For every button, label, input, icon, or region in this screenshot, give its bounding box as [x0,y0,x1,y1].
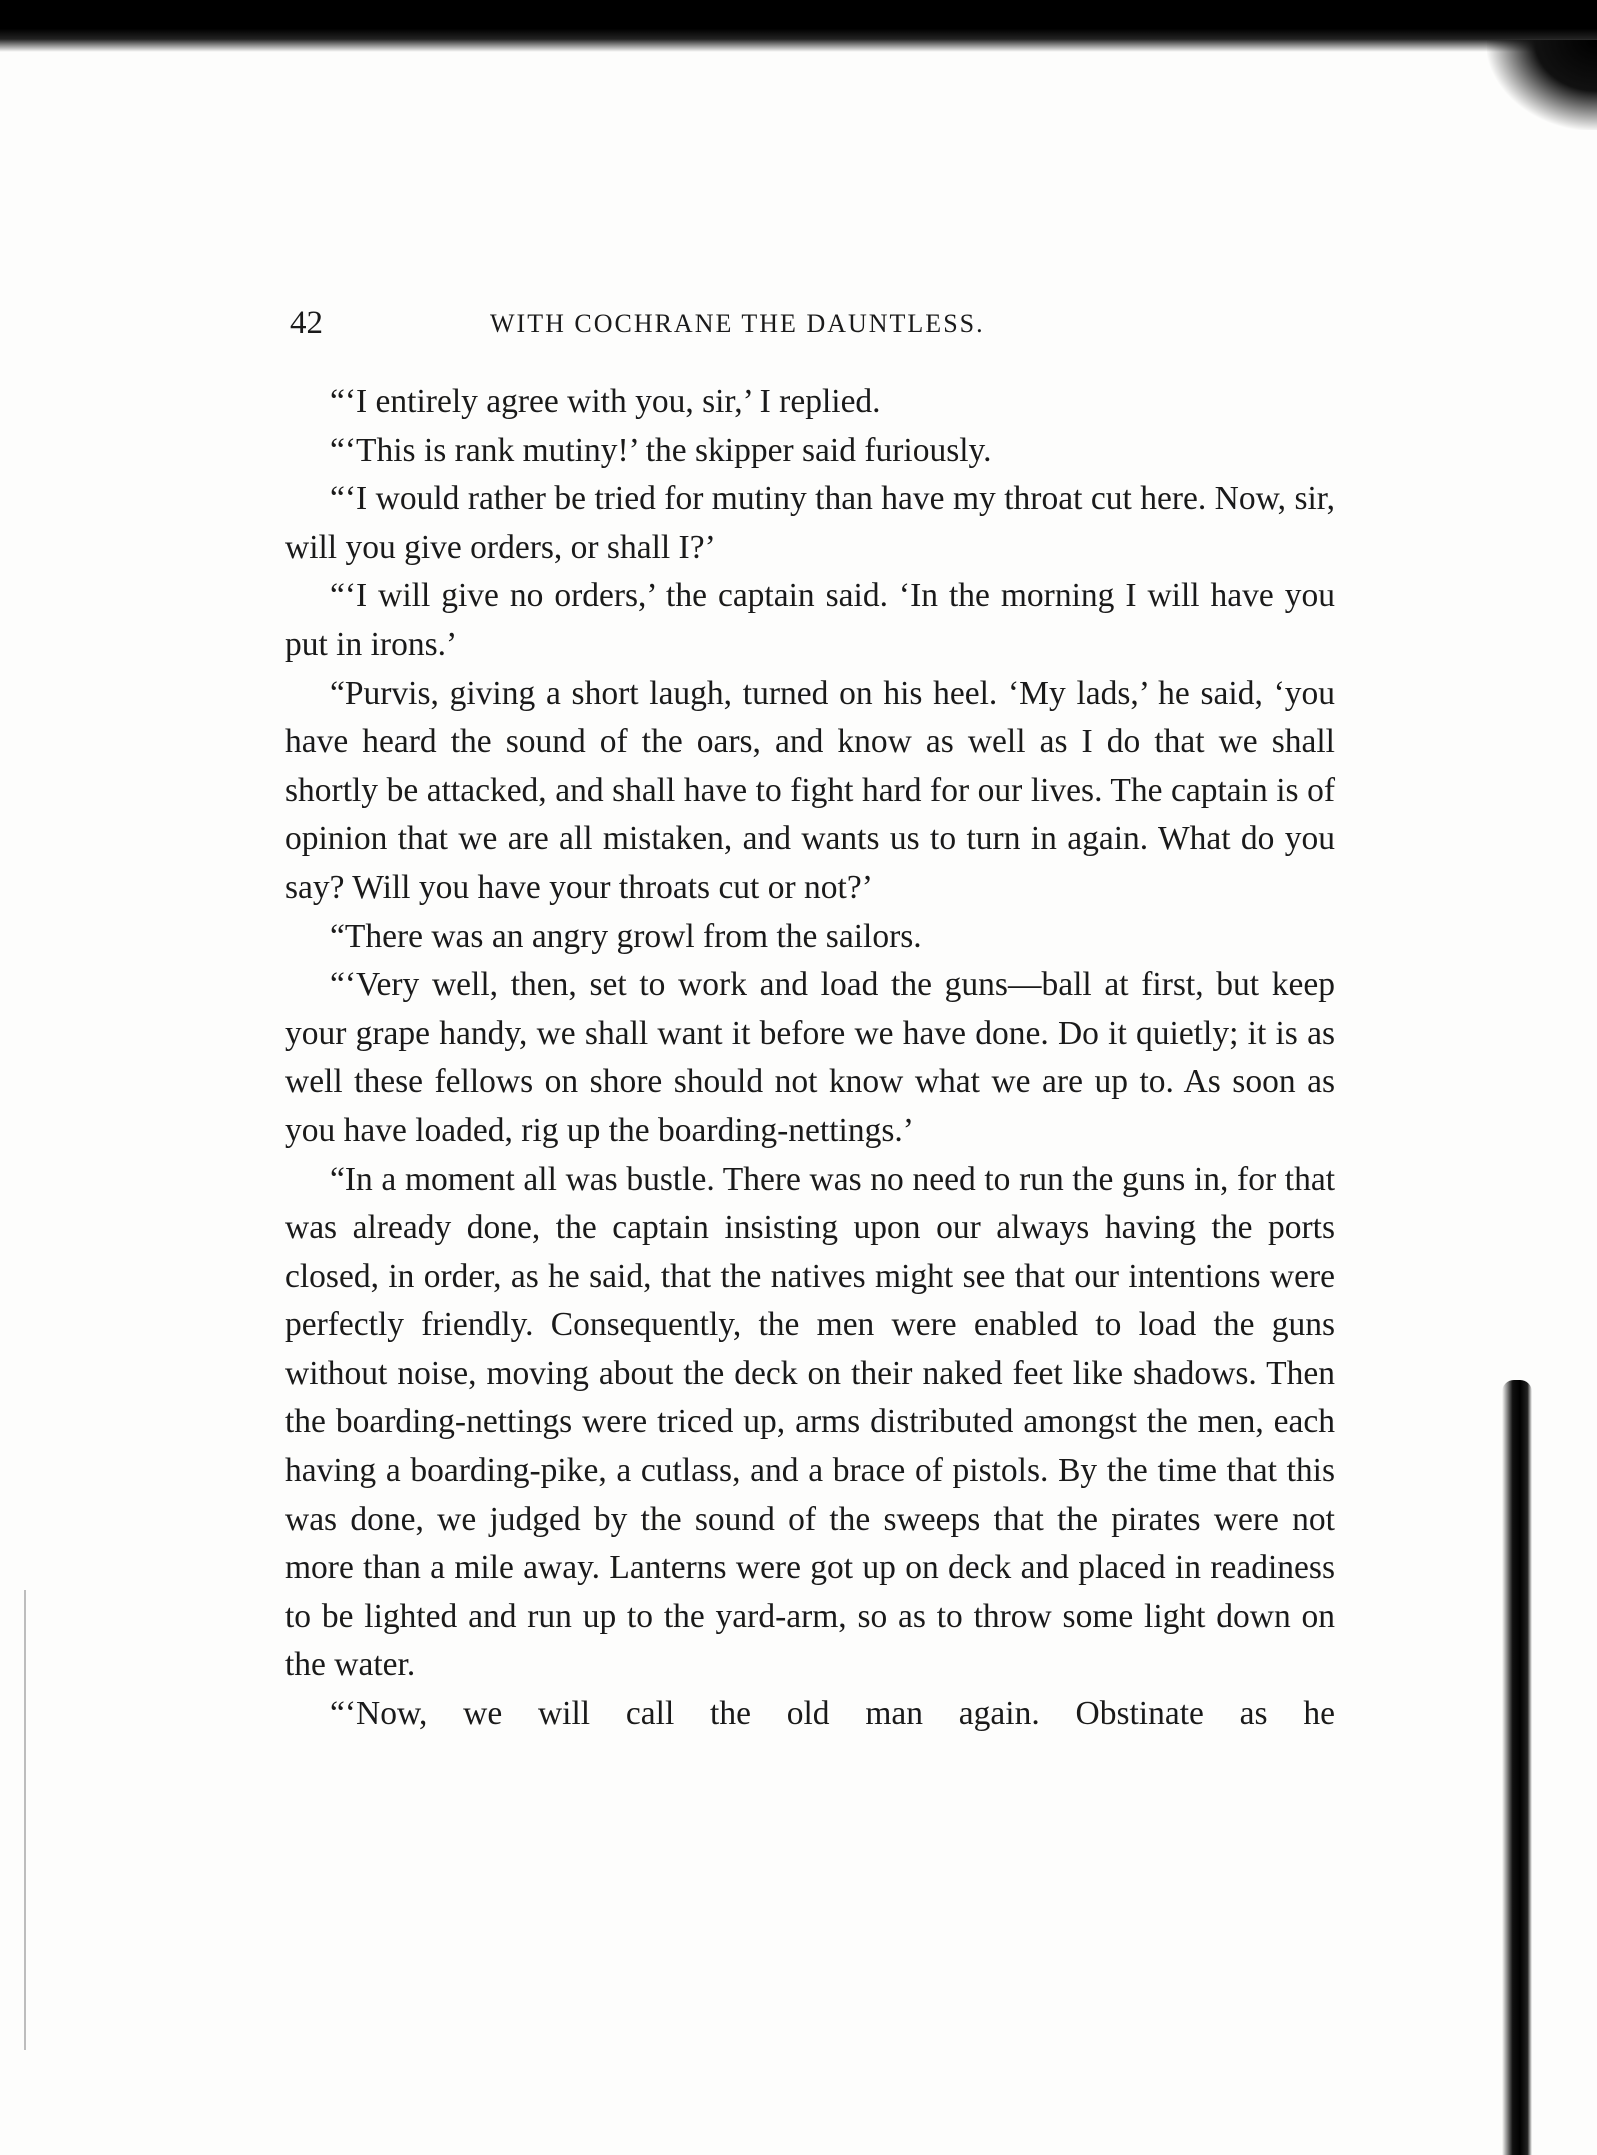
page-number: 42 [290,305,323,341]
paragraph: “‘I will give no orders,’ the captain said. ‘In the morning I will have you put in irons.’ [285,577,1335,663]
running-header [290,305,1340,355]
scan-binding-shadow [1502,1380,1532,2155]
scan-top-edge [0,0,1597,52]
paragraph: “There was an angry growl from the sailors. [330,917,922,955]
scan-corner-shadow [1487,40,1597,130]
paragraph: “‘I entirely agree with you, sir,’ I replied. [330,383,881,420]
running-title: WITH COCHRANE THE DAUNTLESS. [490,309,985,338]
paragraph: “Purvis, giving a short laugh, turned on his heel. ‘My lads,’ he said, ‘you have heard the sound of the oars, and know as well as I do that we shall shortly be attacked, and shall have to fight hard for our lives. The captain is of opinion that we are all mistaken, and wants us to turn in again. What do you say? Will you have your throats cut or not?’ [285,674,1335,906]
scan-margin-mark [24,1590,26,2050]
paragraph: “In a moment all was bustle. There was no need to run the guns in, for that was already done, the captain insisting upon our always having the ports closed, in order, as he said, that the natives might see that our intentions were perfectly friendly. Consequently, the men were enabled to load the guns without noise, moving about the deck on their naked feet like shadows. Then the boarding-nettings were triced up, arms distributed amongst the men, each having a boarding-pike, a cutlass, and a brace of pistols. By the time that this was done, we judged by the sound of the sweeps that the pirates were not more than a mile away. Lanterns were got up on deck and placed in readiness to be lighted and run up to the yard-arm, so as to throw some light down on the water. [285,1160,1335,1684]
body-text [285,378,1335,1739]
paragraph: “‘This is rank mutiny!’ the skipper said furiously. [330,431,992,469]
paragraph: “‘I would rather be tried for mutiny than have my throat cut here. Now, sir, will you give orders, or shall I?’ [285,480,1335,566]
paragraph: “‘Very well, then, set to work and load the guns—ball at first, but keep your grape handy, we shall want it before we have done. Do it quietly; it is as well these fellows on shore should not know what we are up to. As soon as you have loaded, rig up the boarding-nettings.’ [285,966,1335,1149]
paragraph: “‘Now, we will call the old man again. Obstinate as he [330,1695,1335,1733]
